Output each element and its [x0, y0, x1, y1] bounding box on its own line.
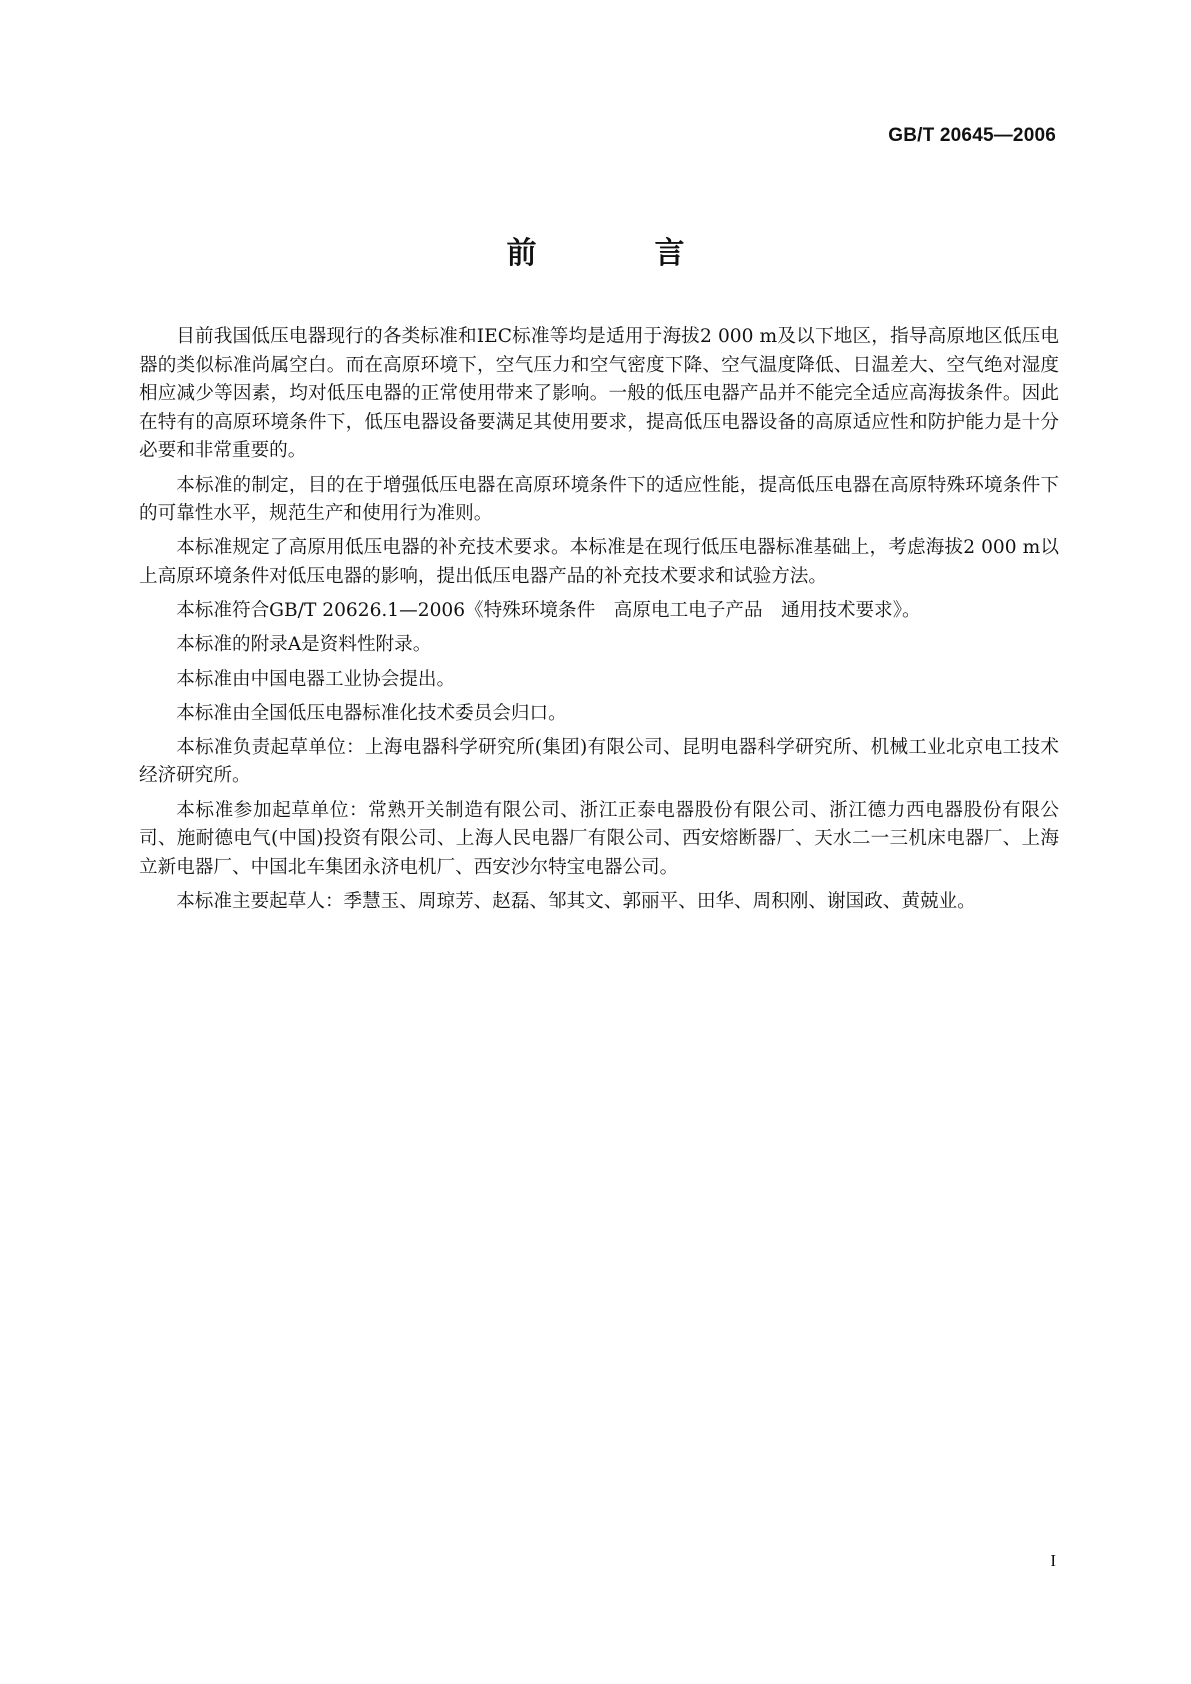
page-title: 前 言	[506, 236, 729, 271]
paragraph-committee: 本标准由全国低压电器标准化技术委员会归口。	[176, 702, 567, 724]
paragraph-background: 目前我国低压电器现行的各类标准和IEC标准等均是适用于海拔2 000 m及以下地区，指导高原地区低压电器的类似标准尚属空白。而在高原环境下，空气压力和空气密度下降、空气温度降低、日温差大、空气绝对湿度相应减少等因素，均对低压电器的正常使用带来了影响。一般的低压电器产品并不能完全适应高海拔条件。因此在特有的高原环境条件下，低压电器设备要满足其使用要求，提高低压电器设备的高原适应性和防护能力是十分必要和非常重要的。	[139, 326, 1059, 462]
paragraph-conformance: 本标准符合GB/T 20626.1—2006《特殊环境条件 高原电工电子产品 通用技术要求》。	[176, 600, 921, 622]
paragraph-participating-drafters: 本标准参加起草单位：常熟开关制造有限公司、浙江正泰电器股份有限公司、浙江德力西电器股份有限公司、施耐德电气(中国)投资有限公司、上海人民电器厂有限公司、西安熔断器厂、天水二一三机床电器厂、上海立新电器厂、中国北车集团永济电机厂、西安沙尔特宝电器公司。	[139, 799, 1059, 878]
foreword-body	[139, 323, 1059, 922]
paragraph-scope: 本标准规定了高原用低压电器的补充技术要求。本标准是在现行低压电器标准基础上，考虑海拔2 000 m以上高原环境条件对低压电器的影响，提出低压电器产品的补充技术要求和试验方法。	[139, 537, 1059, 587]
paragraph-proposer: 本标准由中国电器工业协会提出。	[176, 668, 456, 690]
page-number: I	[1050, 1551, 1056, 1570]
paragraph-main-drafters: 本标准主要起草人：季慧玉、周琼芳、赵磊、邹其文、郭丽平、田华、周积刚、谢国政、黄兢业。	[176, 891, 976, 913]
paragraph-purpose: 本标准的制定，目的在于增强低压电器在高原环境条件下的适应性能，提高低压电器在高原特殊环境条件下的可靠性水平，规范生产和使用行为准则。	[139, 474, 1059, 525]
paragraph-lead-drafters: 本标准负责起草单位：上海电器科学研究所(集团)有限公司、昆明电器科学研究所、机械工业北京电工技术经济研究所。	[139, 736, 1059, 787]
paragraph-annex: 本标准的附录A是资料性附录。	[176, 634, 432, 656]
standard-number: GB/T 20645—2006	[888, 125, 1056, 146]
